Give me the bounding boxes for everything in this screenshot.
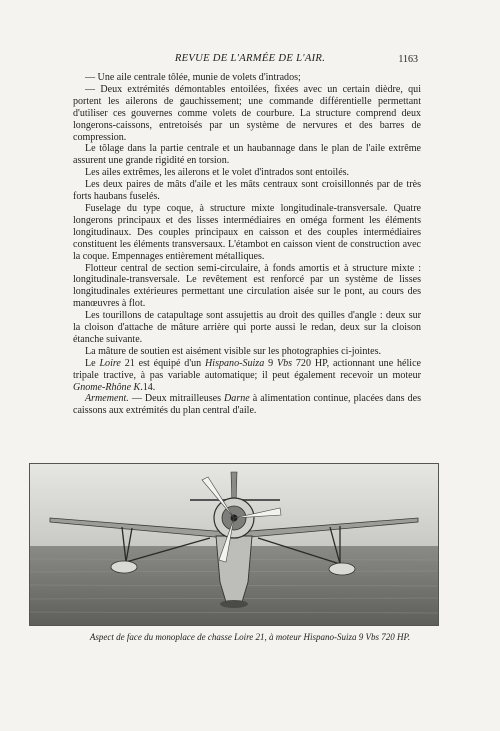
engine-name: Hispano-Suiza: [205, 357, 265, 369]
engine-model: Vbs: [276, 357, 293, 369]
text-run: 720 HP, actionnant une hélice tripale tractive, à pas variable automatique; il peut également recevoir un moteur: [73, 357, 421, 381]
text-run: .14.: [140, 381, 156, 393]
seaplane-illustration: [30, 464, 438, 625]
paragraph: Fuselage du type coque, à structure mixte longitudinale-transversale. Quatre longerons principaux et des lisses intermédiaires en oméga forment les éléments longitudinaux. Des couples principaux en caisson et des couples intermédiaires constituent les éléments transversaux. L'étambot en caisson vient de construction avec la coque. Empennages entièrement métalliques.: [73, 202, 421, 262]
text-run: 9: [264, 357, 277, 369]
photo-caption: Aspect de face du monoplace de chasse Loire 21, à moteur Hispano-Suiza 9 Vbs 720 HP.: [89, 632, 411, 642]
alt-engine-name: Gnome-Rhône K: [73, 381, 141, 393]
paragraph: Flotteur central de section semi-circulaire, à fonds amortis et à structure mixte : longitudinale-transversale. Le revêtement est renforcé par un système de lisses longitudinales extérieures permettant une circulation aisée sur le pont, au cours des manœuvres à flot.: [73, 262, 421, 310]
paragraph: Le tôlage dans la partie centrale et un haubannage dans le plan de l'aile extrême assurent une grande rigidité en torsion.: [73, 143, 421, 167]
text-run: 21 est équipé d'un: [120, 357, 206, 369]
paragraph: Les deux paires de mâts d'aile et les mâts centraux sont croisillonnés par de très forts haubans fuselés.: [73, 179, 421, 203]
page-number: 1163: [398, 54, 418, 65]
gun-name: Darne: [224, 393, 250, 405]
paragraph: Les ailes extrêmes, les ailerons et le volet d'intrados sont entoilés.: [85, 167, 350, 179]
aircraft-name: Loire: [99, 357, 121, 369]
paragraph: — Deux extrémités démontables entoilées, fixées avec un certain dièdre, qui portent les ailerons de gauchissement; une commande différentielle permettant d'utiliser ces gouvernes comme volets de courbure. La structure comprend deux longerons-caissons, entretoisés par un système de nervures et des barres de compression.: [73, 83, 421, 143]
aircraft-photo: [29, 463, 439, 626]
text-run: Le: [85, 357, 100, 369]
running-header-title: REVUE DE L'ARMÉE DE L'AIR.: [174, 53, 326, 64]
engine-paragraph: [73, 358, 421, 394]
paragraph: Les tourillons de catapultage sont assujettis au droit des quilles d'angle : deux sur la cloison d'attache de mâture arrière qui porte aussi le redan, deux sur la cloison étanche suivante.: [73, 310, 421, 345]
paragraph: — Une aile centrale tôlée, munie de volets d'intrados;: [85, 72, 301, 83]
text-run: à alimentation continue, placées dans des caissons aux extrémités du plan central d'aile.: [73, 393, 421, 417]
armament-paragraph: [73, 393, 421, 417]
body-text: [73, 72, 421, 417]
paragraph: La mâture de soutien est aisément visible sur les photographies ci-jointes.: [85, 345, 382, 357]
text-run: — Deux mitrailleuses: [128, 393, 225, 405]
armament-label: Armement.: [85, 393, 129, 405]
